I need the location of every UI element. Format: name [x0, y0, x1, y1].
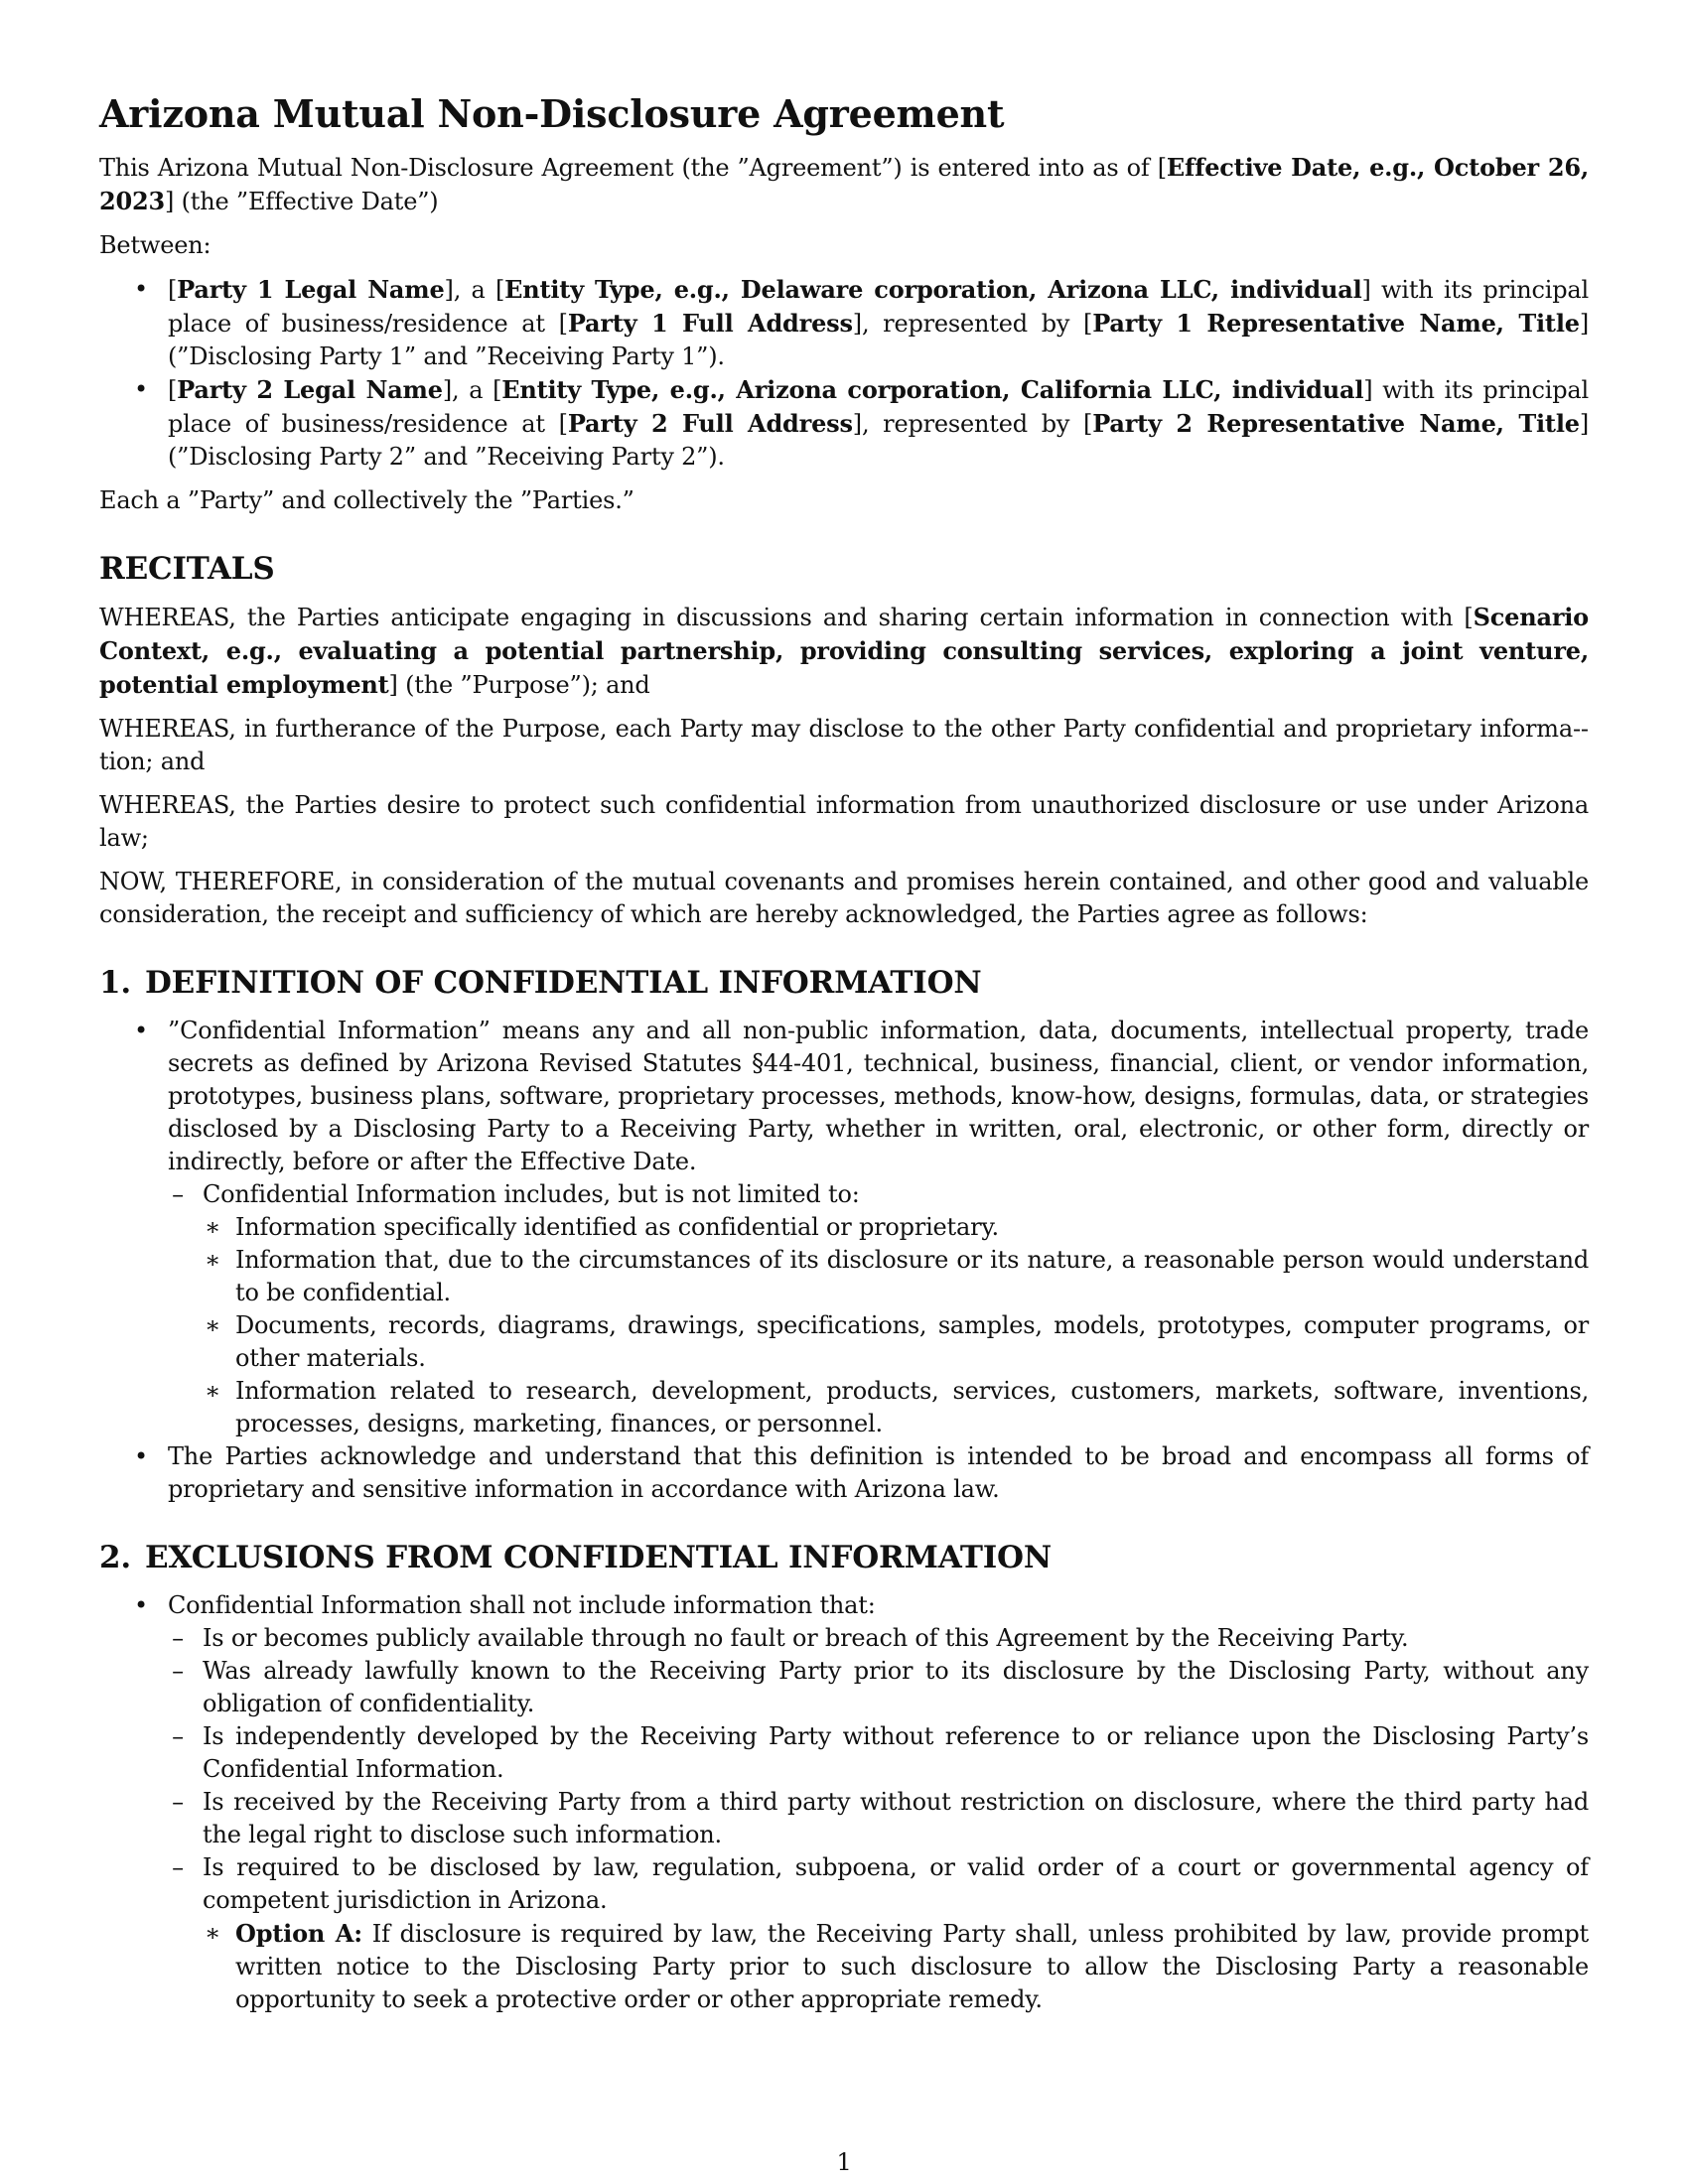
star-marker: ∗: [204, 1919, 221, 1947]
list-item: [203, 1211, 1589, 1244]
dash-marker: –: [172, 1624, 184, 1652]
intro-paragraph: [99, 151, 1589, 218]
list-item: [168, 1720, 1589, 1786]
party-text: ], a [: [444, 276, 505, 304]
exclusions-intro: Confidential Information shall not include information that:: [168, 1591, 876, 1619]
section-1-heading: [99, 963, 1589, 1003]
bullet-marker: •: [134, 1017, 148, 1044]
star-marker: ∗: [204, 1311, 221, 1339]
star-marker: ∗: [204, 1377, 221, 1405]
party-2-rep-placeholder: Party 2 Representative Name, Title: [1092, 409, 1580, 438]
scenario-context-placeholder: Scenario Context, e.g., evaluating a potential partnership, providing consulting services, exploring a joint venture, potential employment: [99, 603, 1589, 699]
dash-marker: –: [172, 1180, 184, 1208]
party-text: ], represented by [: [852, 410, 1093, 438]
page-number: 1: [836, 2148, 852, 2176]
dash-marker: –: [172, 1788, 184, 1816]
option-a-label: Option A:: [235, 1919, 362, 1948]
bullet-marker: •: [134, 275, 148, 303]
each-party-paragraph: Each a ”Party” and collectively the ”Parties.”: [99, 486, 634, 514]
recital-whereas-1: [99, 601, 1589, 702]
party-1-name-placeholder: Party 1 Legal Name: [177, 275, 445, 304]
party-text: ] (”Disclosing Party 1” and ”Receiving Party 1”).: [168, 310, 1589, 370]
list-item-text: Was already lawfully known to the Receiving Party prior to its disclosure by the Disclosing Party, without any obligation of confidentiality.: [203, 1657, 1589, 1717]
option-list: [203, 1917, 1589, 2016]
list-item: [168, 1655, 1589, 1720]
section-number: 1.: [99, 965, 131, 1001]
section-title: DEFINITION OF CONFIDENTIAL INFORMATION: [144, 965, 982, 1001]
bullet-marker: •: [134, 1442, 148, 1470]
recital-text: WHEREAS, the Parties anticipate engaging in discussions and sharing certain information in connection with [: [99, 604, 1474, 631]
list-item: [203, 1375, 1589, 1440]
section-2-list: [99, 1589, 1589, 2016]
dash-marker: –: [172, 1853, 184, 1881]
star-marker: ∗: [204, 1213, 221, 1241]
exclusions-list: [168, 1622, 1589, 2016]
list-item-text: Information related to research, development, products, services, customers, markets, software, inventions, processes, designs, marketing, finances, or personnel.: [235, 1377, 1589, 1437]
recital-whereas-2: WHEREAS, in furtherance of the Purpose, each Party may disclose to the other Party confidential and proprietary informa-tion; and: [99, 715, 1589, 775]
party-text: ] with its principal place of business/residence at [: [168, 276, 1589, 338]
party-1-address-placeholder: Party 1 Full Address: [567, 309, 853, 338]
party-2-entity-placeholder: Entity Type, e.g., Arizona corporation, California LLC, individual: [501, 375, 1364, 404]
bullet-marker: •: [134, 375, 148, 403]
dash-marker: –: [172, 1657, 184, 1685]
party-1-entity-placeholder: Entity Type, e.g., Delaware corporation, Arizona LLC, individual: [504, 275, 1362, 304]
party-text: ], a [: [442, 376, 502, 404]
list-item: [168, 1786, 1589, 1851]
list-item: [168, 1851, 1589, 2016]
star-marker: ∗: [204, 1246, 221, 1274]
effective-date-placeholder: Effective Date, e.g., October 26, 2023: [99, 153, 1589, 215]
list-item-text: Is or becomes publicly available through no fault or breach of this Agreement by the Receiving Party.: [203, 1624, 1409, 1652]
list-item: [168, 1178, 1589, 1440]
recital-text: ] (the ”Purpose”); and: [388, 671, 650, 699]
party-text: ], represented by [: [852, 310, 1093, 338]
recitals-heading: RECITALS: [99, 551, 275, 587]
party-2-name-placeholder: Party 2 Legal Name: [177, 375, 443, 404]
party-2-item: [99, 373, 1589, 474]
intro-text-2: ] (the ”Effective Date”): [165, 188, 439, 215]
list-item: [99, 1440, 1589, 1506]
section-number: 2.: [99, 1540, 131, 1575]
list-item-text: Information specifically identified as confidential or proprietary.: [235, 1213, 999, 1241]
between-label: Between:: [99, 231, 211, 259]
party-2-address-placeholder: Party 2 Full Address: [567, 409, 853, 438]
option-a-item: [203, 1917, 1589, 2016]
recital-now-therefore: NOW, THEREFORE, in consideration of the mutual covenants and promises herein contained, and other good and valuable consideration, the receipt and sufficiency of which are hereby acknowledged, the Parties agree as follows:: [99, 868, 1589, 928]
list-item-text: Is independently developed by the Receiving Party without reference to or reliance upon the Disclosing Party’s Confidential Information.: [203, 1722, 1589, 1783]
list-item: [99, 1015, 1589, 1440]
list-item: [99, 1589, 1589, 2016]
party-text: [: [168, 376, 178, 404]
bullet-marker: •: [134, 1591, 148, 1619]
list-item-text: Is received by the Receiving Party from a third party without restriction on disclosure, where the third party had the legal right to disclose such information.: [203, 1788, 1589, 1848]
list-item-text: The Parties acknowledge and understand that this definition is intended to be broad and encompass all forms of proprietary and sensitive information in accordance with Arizona law.: [168, 1442, 1589, 1503]
list-item-text: Is required to be disclosed by law, regulation, subpoena, or valid order of a court or governmental agency of competent jurisdiction in Arizona.: [203, 1853, 1589, 1914]
party-text: ] with its principal place of business/residence at [: [168, 376, 1589, 438]
party-1-item: [99, 273, 1589, 373]
option-a-text: If disclosure is required by law, the Receiving Party shall, unless prohibited by law, provide prompt written notice to the Disclosing Party prior to such disclosure to allow the Disclosing Party a reasonable opportunity to seek a protective order or other appropriate remedy.: [235, 1920, 1589, 2013]
party-1-rep-placeholder: Party 1 Representative Name, Title: [1092, 309, 1580, 338]
definition-sublist: [168, 1178, 1589, 1440]
section-1-list: [99, 1015, 1589, 1506]
intro-text-1: This Arizona Mutual Non-Disclosure Agreement (the ”Agreement”) is entered into as of [: [99, 154, 1167, 182]
document-title: Arizona Mutual Non-Disclosure Agreement: [99, 91, 1005, 136]
list-item: [203, 1244, 1589, 1309]
list-item-text: Documents, records, diagrams, drawings, specifications, samples, models, prototypes, computer programs, or other materials.: [235, 1311, 1589, 1372]
definition-text: ”Confidential Information” means any and all non-public information, data, documents, intellectual property, trade secrets as defined by Arizona Revised Statutes §44-401, technical, business, financial, client, or vendor information, prototypes, business plans, software, proprietary processes, methods, know-how, designs, formulas, data, or strategies disclosed by a Disclosing Party to a Receiving Party, whether in written, oral, electronic, or other form, directly or indirectly, before or after the Effective Date.: [168, 1017, 1589, 1175]
section-2-heading: [99, 1538, 1589, 1577]
section-title: EXCLUSIONS FROM CONFIDENTIAL INFORMATION: [144, 1540, 1052, 1575]
list-item-text: Information that, due to the circumstances of its disclosure or its nature, a reasonable person would understand to be confidential.: [235, 1246, 1589, 1306]
list-item: [203, 1309, 1589, 1375]
party-text: [: [168, 276, 178, 304]
dash-marker: –: [172, 1722, 184, 1750]
list-item: [168, 1622, 1589, 1655]
includes-list: [203, 1211, 1589, 1440]
parties-list: [99, 273, 1589, 474]
party-text: ] (”Disclosing Party 2” and ”Receiving Party 2”).: [168, 410, 1589, 471]
includes-text: Confidential Information includes, but is not limited to:: [203, 1180, 860, 1208]
recital-whereas-3: WHEREAS, the Parties desire to protect such confidential information from unauthorized disclosure or use under Arizona law;: [99, 791, 1589, 852]
